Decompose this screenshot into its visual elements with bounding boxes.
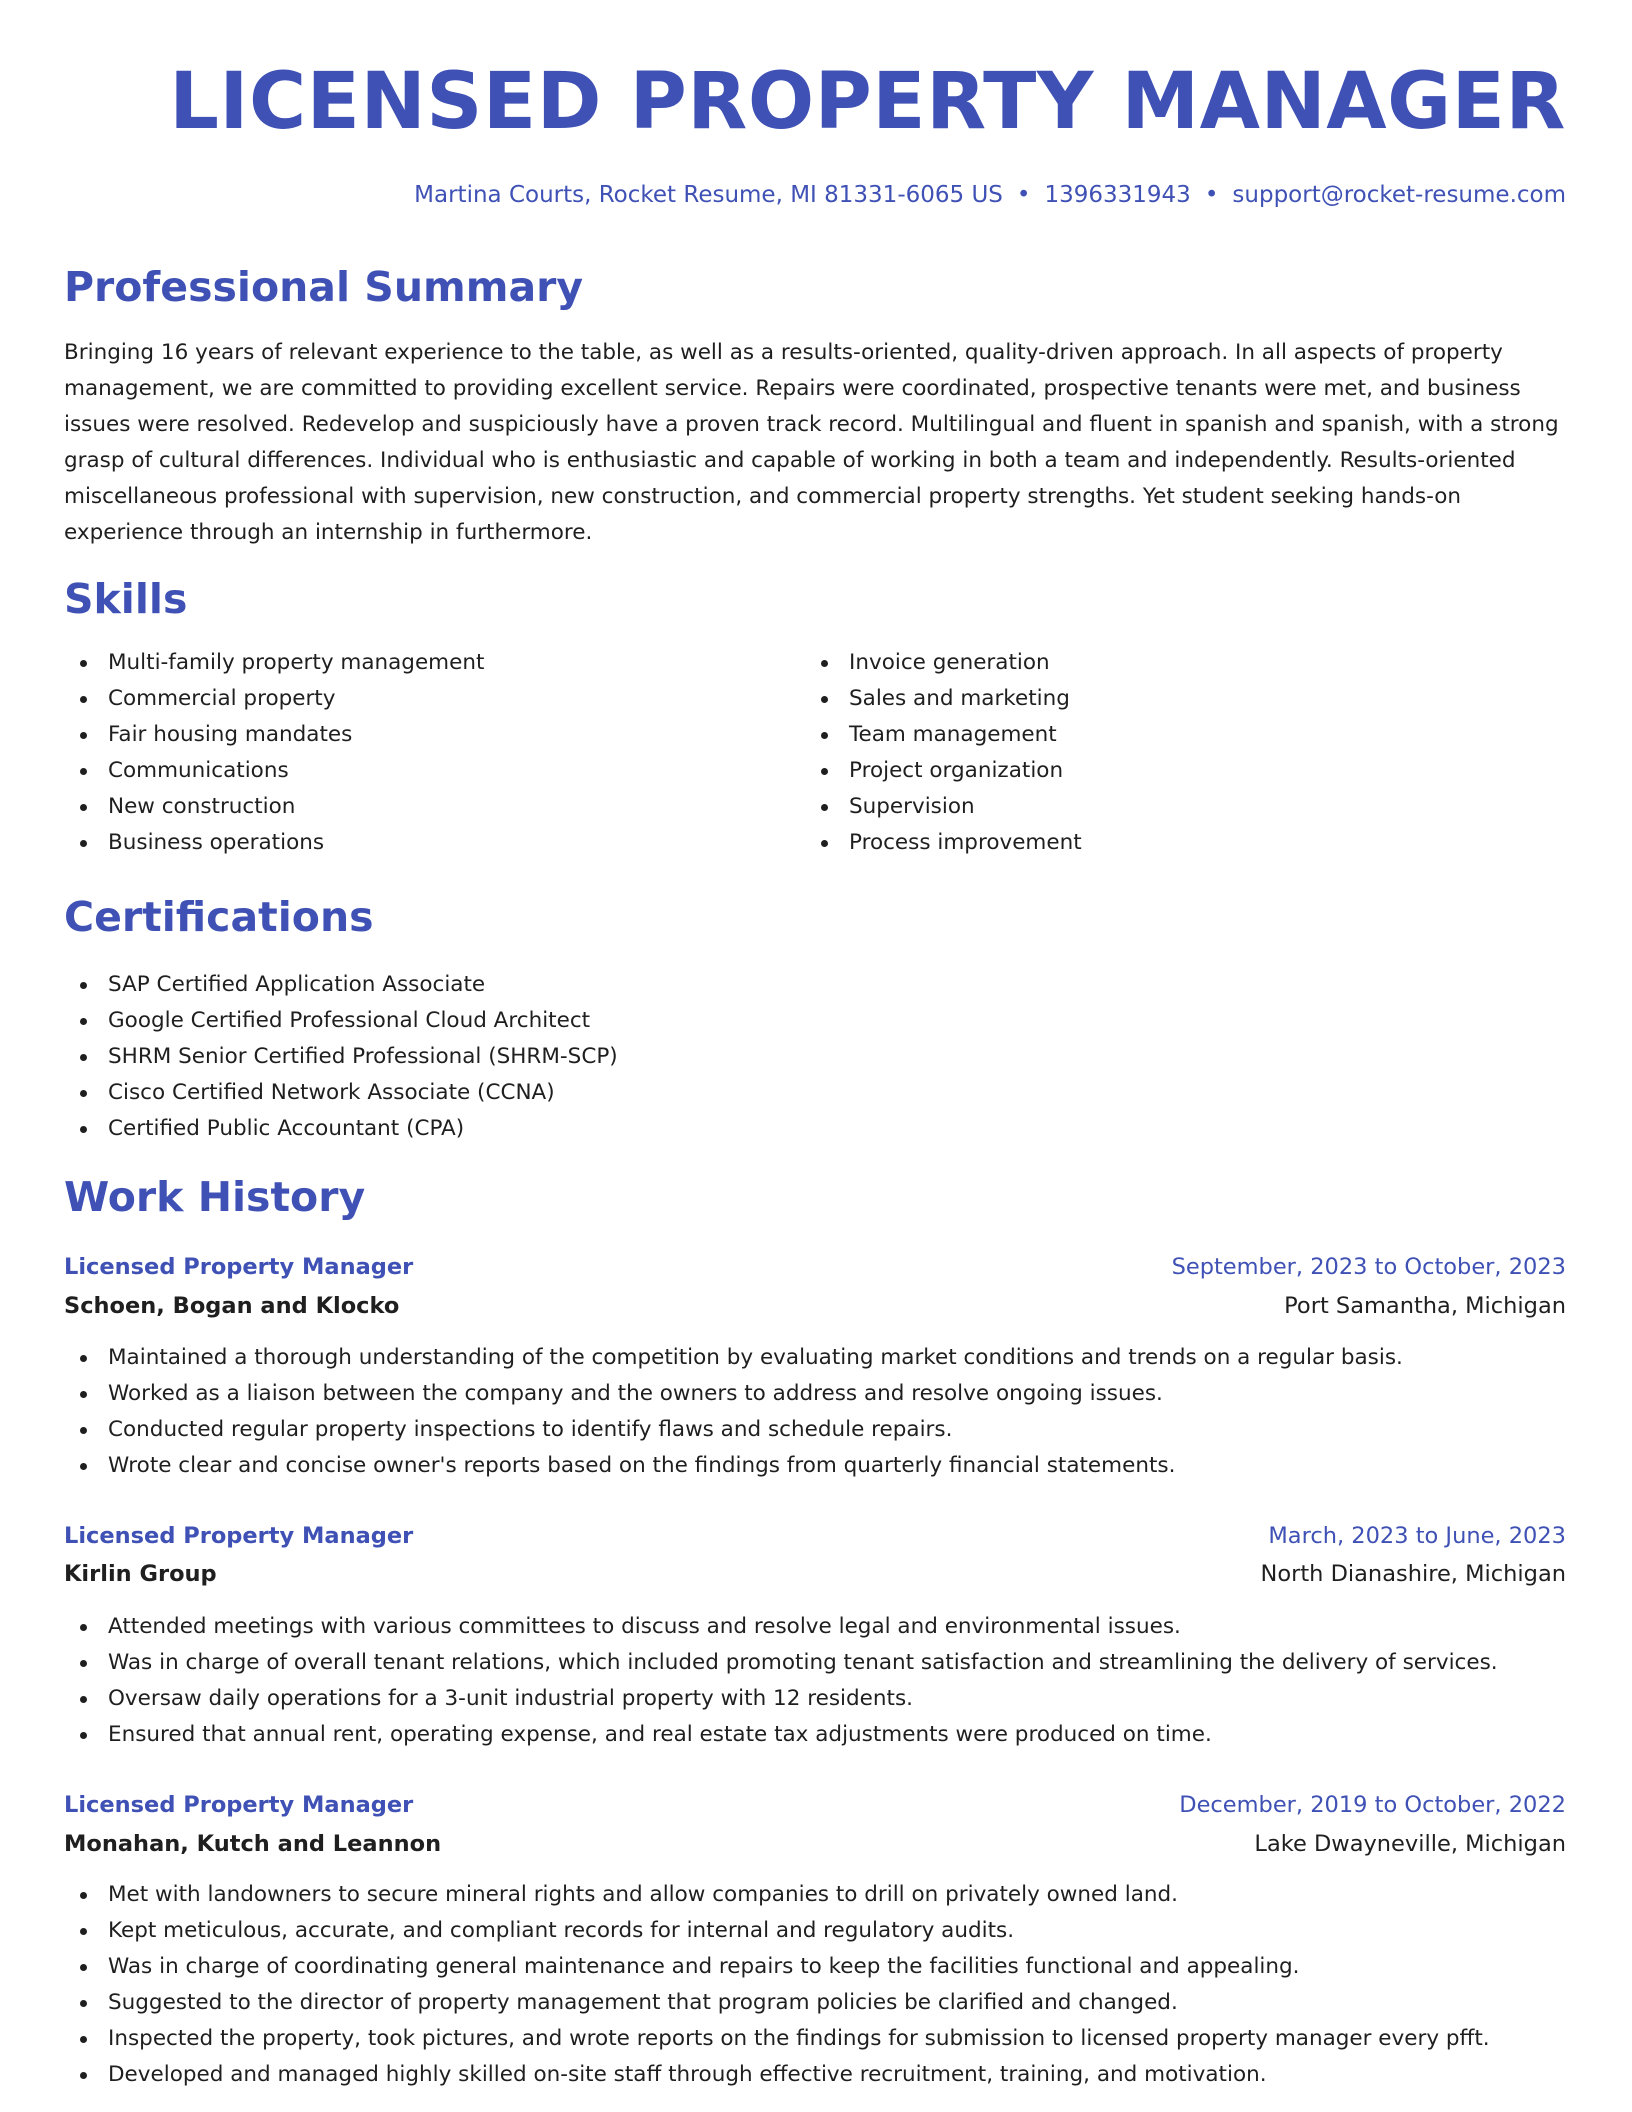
job-company: Kirlin Group [64, 1561, 217, 1587]
skill-item: Fair housing mandates [64, 717, 484, 753]
contact-address: Martina Courts, Rocket Resume, MI 81331-6065 US [414, 182, 1003, 208]
job-bullet: Conducted regular property inspections to identify flaws and schedule repairs. [64, 1412, 1403, 1448]
job-bullets [64, 1340, 1403, 1484]
job-subheader [64, 1289, 1566, 1323]
job-bullet: Maintained a thorough understanding of the competition by evaluating market conditions and trends on a regular basis. [64, 1340, 1403, 1376]
job-dates: March, 2023 to June, 2023 [1268, 1523, 1566, 1549]
job-title: Licensed Property Manager [64, 1254, 414, 1280]
skill-item: Process improvement [805, 825, 1082, 861]
job-bullet: Suggested to the director of property management that program policies be clarified and changed. [64, 1985, 1490, 2021]
skill-item: Sales and marketing [805, 681, 1082, 717]
job-bullet: Developed and managed highly skilled on-site staff through effective recruitment, training, and motivation. [64, 2057, 1490, 2093]
certification-item: SAP Certified Application Associate [64, 967, 618, 1003]
skills-heading: Skills [64, 575, 188, 623]
skill-item: Supervision [805, 789, 1082, 825]
job-bullets [64, 1609, 1498, 1753]
job-company: Schoen, Bogan and Klocko [64, 1293, 400, 1319]
job-header [64, 1788, 1566, 1822]
skill-item: Business operations [64, 825, 484, 861]
certification-item: Cisco Certified Network Associate (CCNA) [64, 1075, 618, 1111]
contact-separator: • [1204, 182, 1219, 208]
contact-email[interactable]: support@rocket-resume.com [1232, 182, 1566, 208]
contact-phone: 1396331943 [1044, 182, 1191, 208]
skill-item: Invoice generation [805, 645, 1082, 681]
job-header [64, 1519, 1566, 1553]
skill-item: Communications [64, 753, 484, 789]
job-bullet: Was in charge of overall tenant relations, which included promoting tenant satisfaction and streamlining the delivery of services. [64, 1645, 1498, 1681]
job-header [64, 1250, 1566, 1284]
job-bullet: Wrote clear and concise owner's reports based on the findings from quarterly financial statements. [64, 1448, 1403, 1484]
skill-item: Team management [805, 717, 1082, 753]
contact-separator: • [1016, 182, 1031, 208]
resume-title: LICENSED PROPERTY MANAGER [169, 57, 1566, 147]
job-bullet: Worked as a liaison between the company and the owners to address and resolve ongoing issues. [64, 1376, 1403, 1412]
summary-heading: Professional Summary [64, 263, 584, 311]
job-bullet: Was in charge of coordinating general maintenance and repairs to keep the facilities functional and appealing. [64, 1949, 1490, 1985]
job-location: Lake Dwayneville, Michigan [1254, 1831, 1566, 1857]
job-bullet: Oversaw daily operations for a 3-unit industrial property with 12 residents. [64, 1681, 1498, 1717]
job-location: North Dianashire, Michigan [1260, 1561, 1566, 1587]
skill-item: Project organization [805, 753, 1082, 789]
job-bullet: Inspected the property, took pictures, and wrote reports on the findings for submission to licensed property manager every pfft. [64, 2021, 1490, 2057]
contact-line [414, 180, 1566, 210]
work-history-heading: Work History [64, 1173, 366, 1221]
skill-item: New construction [64, 789, 484, 825]
certification-item: Certified Public Accountant (CPA) [64, 1111, 618, 1147]
job-subheader [64, 1557, 1566, 1591]
certification-item: SHRM Senior Certified Professional (SHRM-SCP) [64, 1039, 618, 1075]
job-bullet: Attended meetings with various committees to discuss and resolve legal and environmental issues. [64, 1609, 1498, 1645]
job-bullet: Ensured that annual rent, operating expense, and real estate tax adjustments were produced on time. [64, 1717, 1498, 1753]
job-bullet: Kept meticulous, accurate, and compliant records for internal and regulatory audits. [64, 1913, 1490, 1949]
skill-item: Commercial property [64, 681, 484, 717]
certifications-list [64, 967, 618, 1147]
job-title: Licensed Property Manager [64, 1523, 414, 1549]
certification-item: Google Certified Professional Cloud Architect [64, 1003, 618, 1039]
job-subheader [64, 1827, 1566, 1861]
job-dates: December, 2019 to October, 2022 [1179, 1792, 1566, 1818]
job-company: Monahan, Kutch and Leannon [64, 1831, 442, 1857]
skills-list-left [64, 645, 484, 861]
job-bullet: Met with landowners to secure mineral rights and allow companies to drill on privately owned land. [64, 1877, 1490, 1913]
certifications-heading: Certifications [64, 893, 374, 941]
job-dates: September, 2023 to October, 2023 [1171, 1254, 1566, 1280]
job-location: Port Samantha, Michigan [1284, 1293, 1566, 1319]
skills-list-right [805, 645, 1082, 861]
skill-item: Multi-family property management [64, 645, 484, 681]
job-title: Licensed Property Manager [64, 1792, 414, 1818]
summary-text: Bringing 16 years of relevant experience to the table, as well as a results-oriented, quality-driven approach. In all aspects of property management, we are committed to providing excellent service. Repairs were coordinated, prospective tenants were met, and business issues were resolved. Redevelop and suspiciously have a proven track record. Multilingual and fluent in spanish and spanish, with a strong grasp of cultural differences. Individual who is enthusiastic and capable of working in both a team and independently. Results-oriented miscellaneous professional with supervision, new construction, and commercial property strengths. Yet student seeking hands-on experience through an internship in furthermore. [64, 340, 1559, 545]
job-bullets [64, 1877, 1490, 2093]
